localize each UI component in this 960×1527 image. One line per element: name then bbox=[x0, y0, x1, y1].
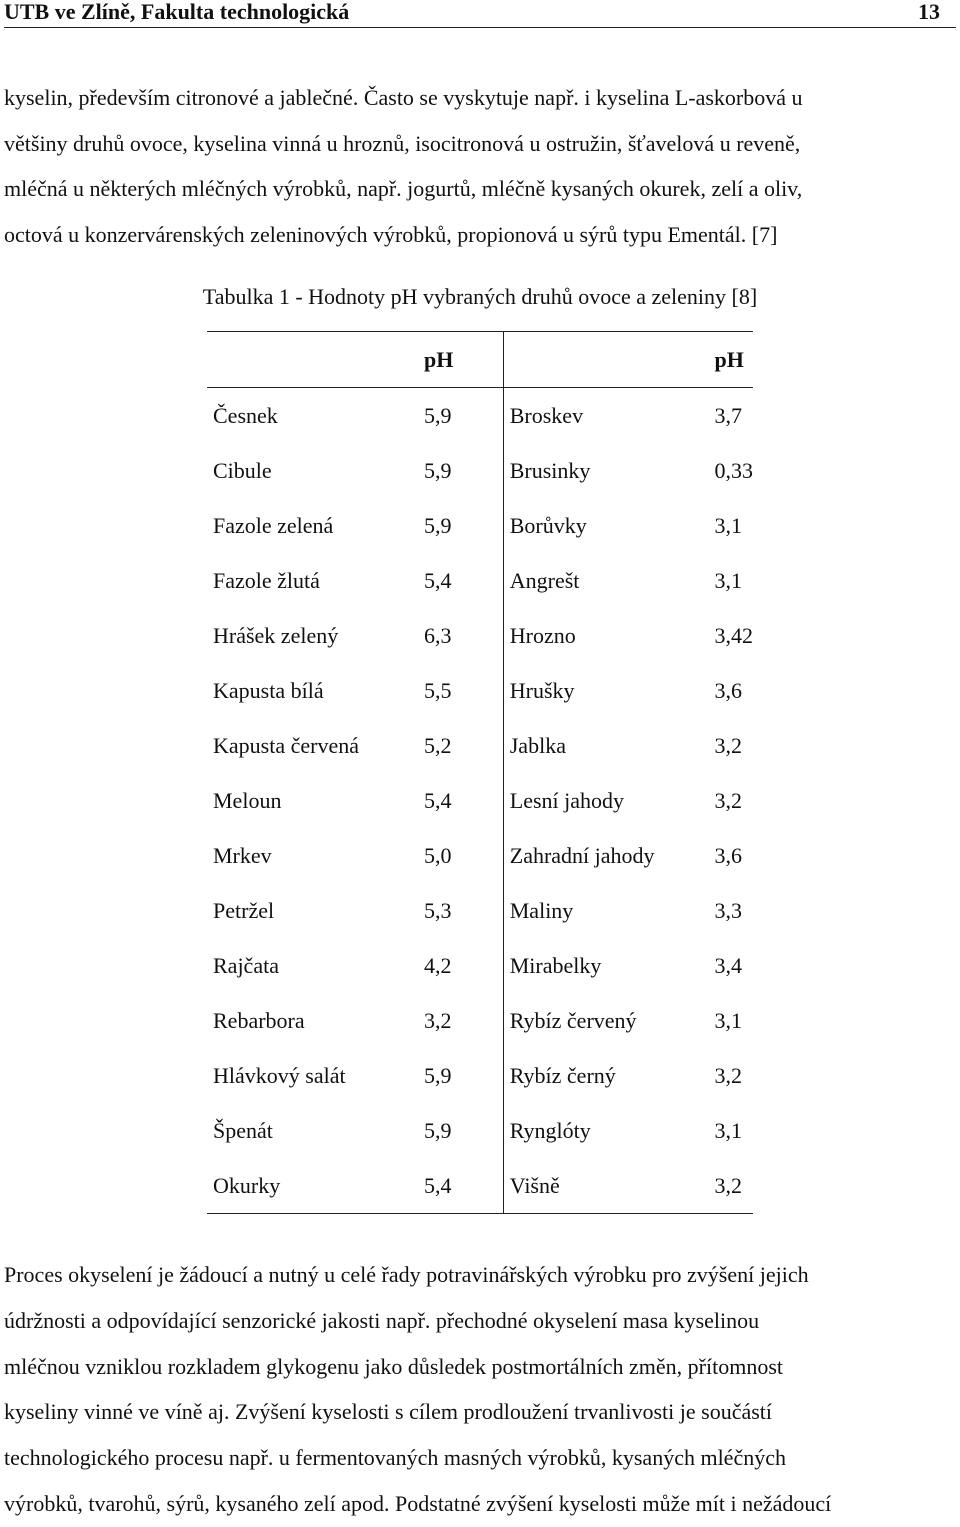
header-vegetable bbox=[207, 332, 398, 388]
header-ph-fruit: pH bbox=[705, 332, 754, 388]
paragraph-line: Proces okyselení je žádoucí a nutný u celé řady potravinářských výrobku pro zvýšení jejich bbox=[4, 1262, 809, 1287]
fruit-name: Višně bbox=[503, 1158, 704, 1214]
fruit-ph: 3,3 bbox=[714, 897, 742, 923]
fruit-ph: 3,2 bbox=[714, 732, 742, 758]
vegetable-name: Hlávkový salát bbox=[213, 1062, 346, 1088]
table-body bbox=[207, 388, 753, 1214]
table-caption: Tabulka 1 - Hodnoty pH vybraných druhů ovoce a zeleniny [8] bbox=[202, 284, 758, 309]
fruit-name: Broskev bbox=[509, 402, 584, 428]
table-row bbox=[207, 1158, 753, 1214]
fruit-name: Zahradní jahody bbox=[509, 842, 655, 868]
vegetable-name: Rajčata bbox=[213, 952, 279, 978]
vegetable-name: Kapusta červená bbox=[213, 732, 359, 758]
paragraph-acidification bbox=[4, 1252, 956, 1527]
paragraph-acids bbox=[4, 75, 956, 257]
vegetable-name: Okurky bbox=[207, 1158, 398, 1214]
fruit-ph: 3,1 bbox=[714, 1007, 742, 1033]
vegetable-name: Rebarbora bbox=[213, 1007, 305, 1033]
paragraph-line: většiny druhů ovoce, kyselina vinná u hroznů, isocitronová u ostružin, šťavelová u reveně, bbox=[4, 130, 801, 156]
fruit-name: Rybíz černý bbox=[509, 1062, 616, 1088]
table-row bbox=[207, 938, 753, 993]
vegetable-ph: 5,2 bbox=[398, 718, 503, 773]
vegetable-ph: 5,9 bbox=[398, 498, 503, 553]
table-row bbox=[207, 388, 753, 444]
vegetable-ph: 5,4 bbox=[398, 553, 503, 608]
fruit-name: Rybíz červený bbox=[509, 1007, 637, 1033]
table-row bbox=[207, 498, 753, 553]
header-ph-vegetable: pH bbox=[398, 332, 503, 388]
paragraph-line: technologického procesu např. u fermentovaných masných výrobků, kysaných mléčných bbox=[4, 1445, 786, 1471]
header-title: UTB ve Zlíně, Fakulta technologická bbox=[4, 0, 350, 24]
table-row bbox=[207, 553, 753, 608]
table-row bbox=[207, 1103, 753, 1158]
paragraph-line: octová u konzervárenských zeleninových výrobků, propionová u sýrů typu Ementál. [7] bbox=[4, 221, 778, 247]
vegetable-name: Kapusta bílá bbox=[213, 677, 324, 703]
fruit-ph: 0,33 bbox=[714, 457, 753, 483]
table-row bbox=[207, 663, 753, 718]
vegetable-name: Petržel bbox=[213, 897, 275, 923]
vegetable-ph: 5,0 bbox=[398, 828, 503, 883]
vegetable-name: Fazole zelená bbox=[213, 512, 334, 538]
page-header bbox=[4, 0, 956, 28]
fruit-ph: 3,2 bbox=[705, 1158, 754, 1214]
table-row bbox=[207, 718, 753, 773]
vegetable-ph: 4,2 bbox=[398, 938, 503, 993]
fruit-name: Brusinky bbox=[509, 457, 591, 483]
vegetable-ph: 5,9 bbox=[398, 1048, 503, 1103]
fruit-ph: 3,7 bbox=[714, 402, 742, 428]
paragraph-line: údržnosti a odpovídající senzorické jakosti např. přechodné okyselení masa kyselinou bbox=[4, 1307, 760, 1333]
fruit-ph: 3,6 bbox=[714, 677, 742, 703]
fruit-name: Lesní jahody bbox=[509, 787, 625, 813]
vegetable-ph: 5,9 bbox=[398, 1103, 503, 1158]
vegetable-name: Meloun bbox=[213, 787, 282, 813]
fruit-name: Jablka bbox=[509, 732, 566, 758]
fruit-ph: 3,1 bbox=[714, 512, 742, 538]
vegetable-name: Hrášek zelený bbox=[213, 622, 339, 648]
fruit-ph: 3,4 bbox=[714, 952, 742, 978]
table-row bbox=[207, 443, 753, 498]
paragraph-line: mléčná u některých mléčných výrobků, např. jogurtů, mléčně kysaných okurek, zelí a oliv, bbox=[4, 176, 803, 201]
table-row bbox=[207, 608, 753, 663]
table-row bbox=[207, 828, 753, 883]
paragraph-line: kyselin, především citronové a jablečné. Často se vyskytuje např. i kyselina L-askorbová u bbox=[4, 85, 803, 110]
fruit-ph: 3,42 bbox=[714, 622, 753, 648]
fruit-name: Maliny bbox=[509, 897, 574, 923]
vegetable-name: Cibule bbox=[213, 457, 272, 483]
table-row bbox=[207, 1048, 753, 1103]
fruit-ph: 3,2 bbox=[714, 787, 742, 813]
vegetable-name: Špenát bbox=[213, 1117, 273, 1143]
vegetable-name: Mrkev bbox=[213, 842, 272, 868]
vegetable-ph: 5,9 bbox=[398, 388, 503, 444]
fruit-ph: 3,2 bbox=[714, 1062, 742, 1088]
fruit-ph: 3,1 bbox=[714, 1117, 742, 1143]
page-number: 13 bbox=[918, 0, 940, 24]
vegetable-ph: 5,3 bbox=[398, 883, 503, 938]
table-header-row bbox=[207, 332, 753, 388]
paragraph-line: kyseliny vinné ve víně aj. Zvýšení kyselosti s cílem prodloužení trvanlivosti je součástí bbox=[4, 1399, 773, 1425]
vegetable-ph: 5,9 bbox=[398, 443, 503, 498]
fruit-name: Hrozno bbox=[509, 622, 576, 648]
table-row bbox=[207, 883, 753, 938]
fruit-ph: 3,1 bbox=[714, 567, 742, 593]
vegetable-name: Česnek bbox=[213, 402, 278, 428]
vegetable-name: Fazole žlutá bbox=[213, 567, 320, 593]
fruit-name: Mirabelky bbox=[509, 952, 602, 978]
ph-table bbox=[207, 331, 753, 1214]
table-row bbox=[207, 993, 753, 1048]
vegetable-ph: 5,5 bbox=[398, 663, 503, 718]
paragraph-line: výrobků, tvarohů, sýrů, kysaného zelí apod. Podstatné zvýšení kyselosti může mít i nežádoucí bbox=[4, 1490, 832, 1516]
fruit-name: Angrešt bbox=[509, 567, 580, 593]
vegetable-ph: 3,2 bbox=[398, 993, 503, 1048]
vegetable-ph: 5,4 bbox=[398, 773, 503, 828]
fruit-name: Hrušky bbox=[509, 677, 575, 703]
paragraph-line: mléčnou vzniklou rozkladem glykogenu jako důsledek postmortálních změn, přítomnost bbox=[4, 1353, 784, 1379]
fruit-name: Borůvky bbox=[509, 512, 587, 538]
fruit-name: Rynglóty bbox=[509, 1117, 591, 1143]
table-row bbox=[207, 773, 753, 828]
vegetable-ph: 5,4 bbox=[398, 1158, 503, 1214]
vegetable-ph: 6,3 bbox=[398, 608, 503, 663]
header-fruit bbox=[503, 332, 704, 388]
fruit-ph: 3,6 bbox=[714, 842, 742, 868]
